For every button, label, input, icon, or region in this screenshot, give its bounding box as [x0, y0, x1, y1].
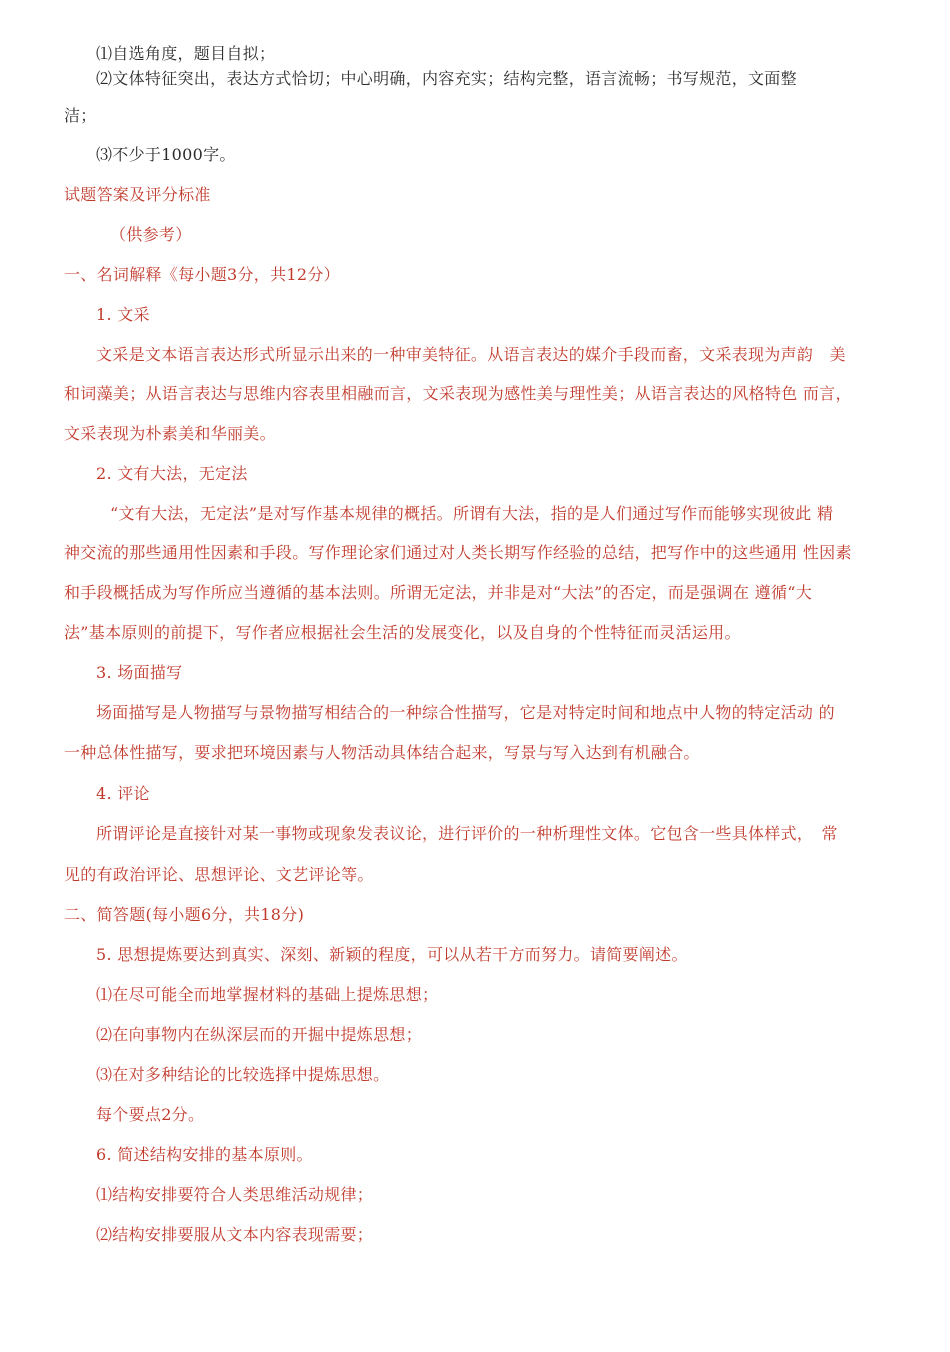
- term-2-line-4: 法”基本原则的前提下，写作者应根据社会生活的发展变化，以及自身的个性特征而灵活运用。: [64, 623, 741, 642]
- term-3-line-1: 场面描写是人物描写与景物描写相结合的一种综合性描写，它是对特定时间和地点中人物的特定活动 的: [96, 703, 835, 722]
- requirement-3: ⑶不少于1000字。: [96, 145, 236, 164]
- q5-score: 每个要点2分。: [96, 1105, 205, 1124]
- term-2-heading: 2. 文有大法，无定法: [96, 464, 248, 483]
- term-3-line-2: 一种总体性描写，要求把环境因素与人物活动具体结合起来，写景与写入达到有机融合。: [64, 743, 700, 762]
- question-5: 5. 思想提炼要达到真实、深刻、新颖的程度，可以从若干方而努力。请简要阐述。: [96, 945, 688, 964]
- requirement-2: ⑵文体特征突出，表达方式恰切；中心明确，内容充实；结构完整，语言流畅；书写规范，文面整: [96, 69, 797, 88]
- term-1-line-3: 文采表现为朴素美和华丽美。: [64, 424, 276, 443]
- q5-point-1: ⑴在尽可能全而地掌握材料的基础上提炼思想；: [96, 985, 439, 1004]
- section-2-heading: 二、简答题(每小题6分，共18分): [64, 905, 305, 924]
- q6-point-2: ⑵结构安排要服从文本内容表现需要；: [96, 1225, 374, 1244]
- term-1-line-2: 和词藻美；从语言表达与思维内容表里相融而言，文采表现为感性美与理性美；从语言表达的风格特色 而言，: [64, 384, 852, 403]
- term-2-line-2: 神交流的那些通用性因素和手段。写作理论家们通过对人类长期写作经验的总结，把写作中的这些通用 性因素: [64, 543, 852, 562]
- term-1-heading: 1. 文采: [96, 305, 150, 324]
- q5-point-3: ⑶在对多种结论的比较选择中提炼思想。: [96, 1065, 390, 1084]
- term-3-heading: 3. 场面描写: [96, 663, 183, 682]
- q5-point-2: ⑵在向事物内在纵深层而的开掘中提炼思想；: [96, 1025, 423, 1044]
- term-4-line-1: 所谓评论是直接针对某一事物或现象发表议论，进行评价的一种析理性文体。它包含一些具体样式， 常: [96, 824, 838, 843]
- term-2-line-3: 和手段概括成为写作所应当遵循的基本法则。所谓无定法，并非是对“大法”的否定，而是强调在 遵循“大: [64, 583, 813, 602]
- term-4-heading: 4. 评论: [96, 784, 150, 803]
- q6-point-1: ⑴结构安排要符合人类思维活动规律；: [96, 1185, 374, 1204]
- section-1-heading: 一、名词解释《每小题3分，共12分）: [64, 265, 340, 284]
- term-4-line-2: 见的有政治评论、思想评论、文艺评论等。: [64, 865, 374, 884]
- requirement-1: ⑴自选角度，题目自拟；: [96, 44, 276, 63]
- answers-title: 试题答案及评分标准: [64, 185, 211, 204]
- answers-subtitle: （供参考）: [110, 225, 192, 244]
- question-6: 6. 简述结构安排的基本原则。: [96, 1145, 313, 1164]
- requirement-2-cont: 洁；: [64, 106, 97, 125]
- term-2-line-1: “文有大法，无定法”是对写作基本规律的概括。所谓有大法，指的是人们通过写作而能够实现彼此 精: [110, 504, 834, 523]
- term-1-line-1: 文采是文本语言表达形式所显示出来的一种审美特征。从语言表达的媒介手段而畜，文采表现为声韵 美: [96, 345, 846, 364]
